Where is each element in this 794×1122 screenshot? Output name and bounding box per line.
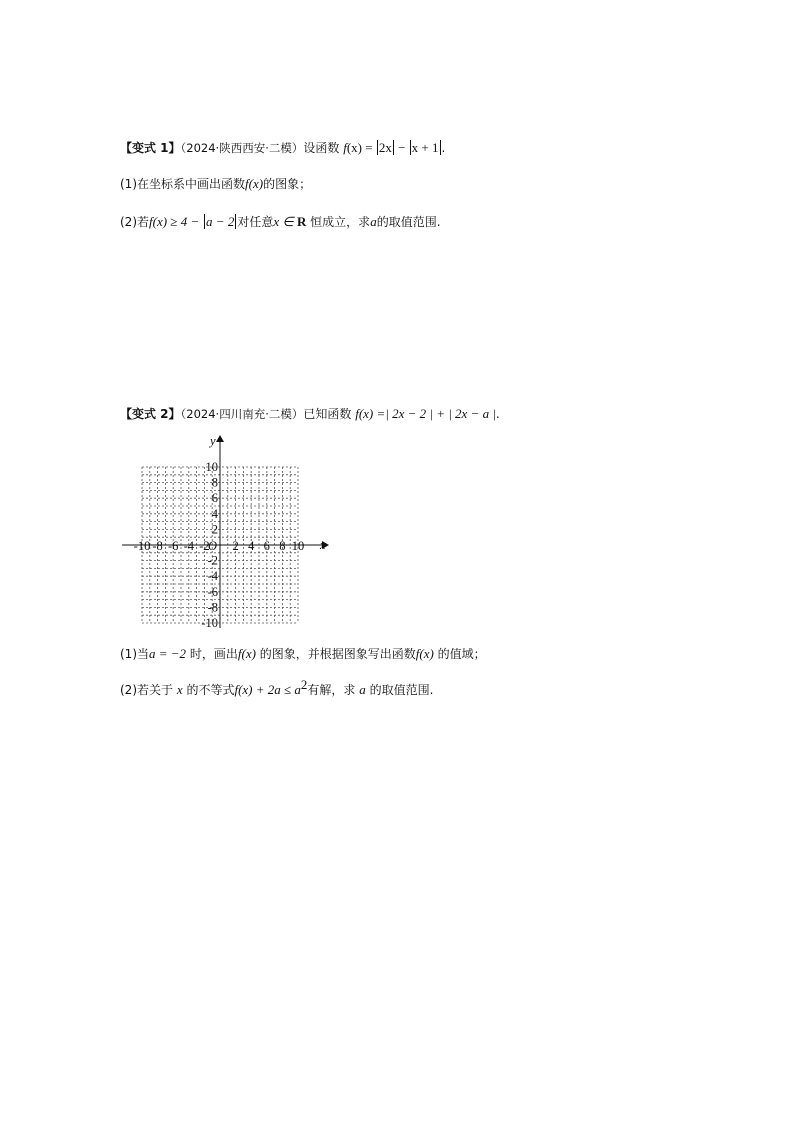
coordinate-grid bbox=[110, 428, 340, 634]
x-tick-label: -4 bbox=[183, 539, 195, 553]
origin-label: O bbox=[208, 539, 218, 553]
variant1-question2: (2)若f(x) ≥ 4 − a − 2 对任意x ∈ R 恒成立，求a的取值范围. bbox=[120, 214, 441, 229]
y-axis-label: y bbox=[210, 434, 216, 448]
y-tick-label: 4 bbox=[211, 506, 218, 521]
y-tick-label: 6 bbox=[211, 491, 218, 506]
variant2-source: （2024·四川南充·二模） bbox=[180, 407, 304, 421]
variant2-function: f(x) =| 2x − 2 | + | 2x − a | bbox=[355, 406, 496, 421]
y-tick-label: -6 bbox=[207, 584, 218, 599]
variant2-question2: (2)若关于 x 的不等式$f(x) + 2a \le a^2$有解，求 a 的取值范围. bbox=[120, 677, 434, 697]
y-tick-label: -10 bbox=[201, 616, 218, 630]
x-axis-label: x bbox=[320, 538, 326, 552]
y-tick-label: -4 bbox=[207, 569, 218, 584]
variant1-function: f(x) = 2x − x + 1 bbox=[343, 140, 439, 155]
x-tick-label: -6 bbox=[167, 539, 179, 553]
x-tick-label: -8 bbox=[152, 539, 163, 553]
x-tick-label: 10 bbox=[291, 539, 305, 553]
variant1-tag: 【变式 1】 bbox=[120, 141, 181, 155]
y-tick-label: 10 bbox=[205, 460, 218, 474]
variant2-intro: 已知函数 bbox=[303, 407, 352, 421]
y-tick-label: -8 bbox=[207, 600, 218, 615]
variant1-source: （2024·陕西西安·二模） bbox=[180, 141, 304, 155]
variant1-heading: 【变式 1】（2024·陕西西安·二模）设函数 f(x) = 2x − x + 1 . bbox=[120, 140, 446, 155]
x-tick-label: -10 bbox=[133, 539, 151, 553]
x-tick-label: 4 bbox=[248, 539, 255, 553]
x-tick-label: 6 bbox=[263, 539, 270, 553]
variant1-question1: (1)在坐标系中画出函数f(x)的图象； bbox=[120, 176, 312, 191]
y-tick-label: -2 bbox=[207, 553, 218, 568]
y-tick-label: 2 bbox=[211, 522, 218, 537]
variant2-heading: 【变式 2】（2024·四川南充·二模）已知函数 f(x) =| 2x − 2 | + | 2x − a |. bbox=[120, 406, 500, 421]
variant2-tag: 【变式 2】 bbox=[120, 407, 181, 421]
y-tick-label: 8 bbox=[211, 475, 218, 490]
x-tick-label: -2 bbox=[199, 539, 210, 553]
x-tick-label: 8 bbox=[279, 539, 286, 553]
variant1-intro: 设函数 bbox=[303, 141, 340, 155]
x-tick-label: 2 bbox=[232, 539, 239, 553]
variant2-question1: (1)当a = −2 时，画出f(x) 的图象，并根据图象写出函数f(x) 的值域； bbox=[120, 646, 486, 661]
